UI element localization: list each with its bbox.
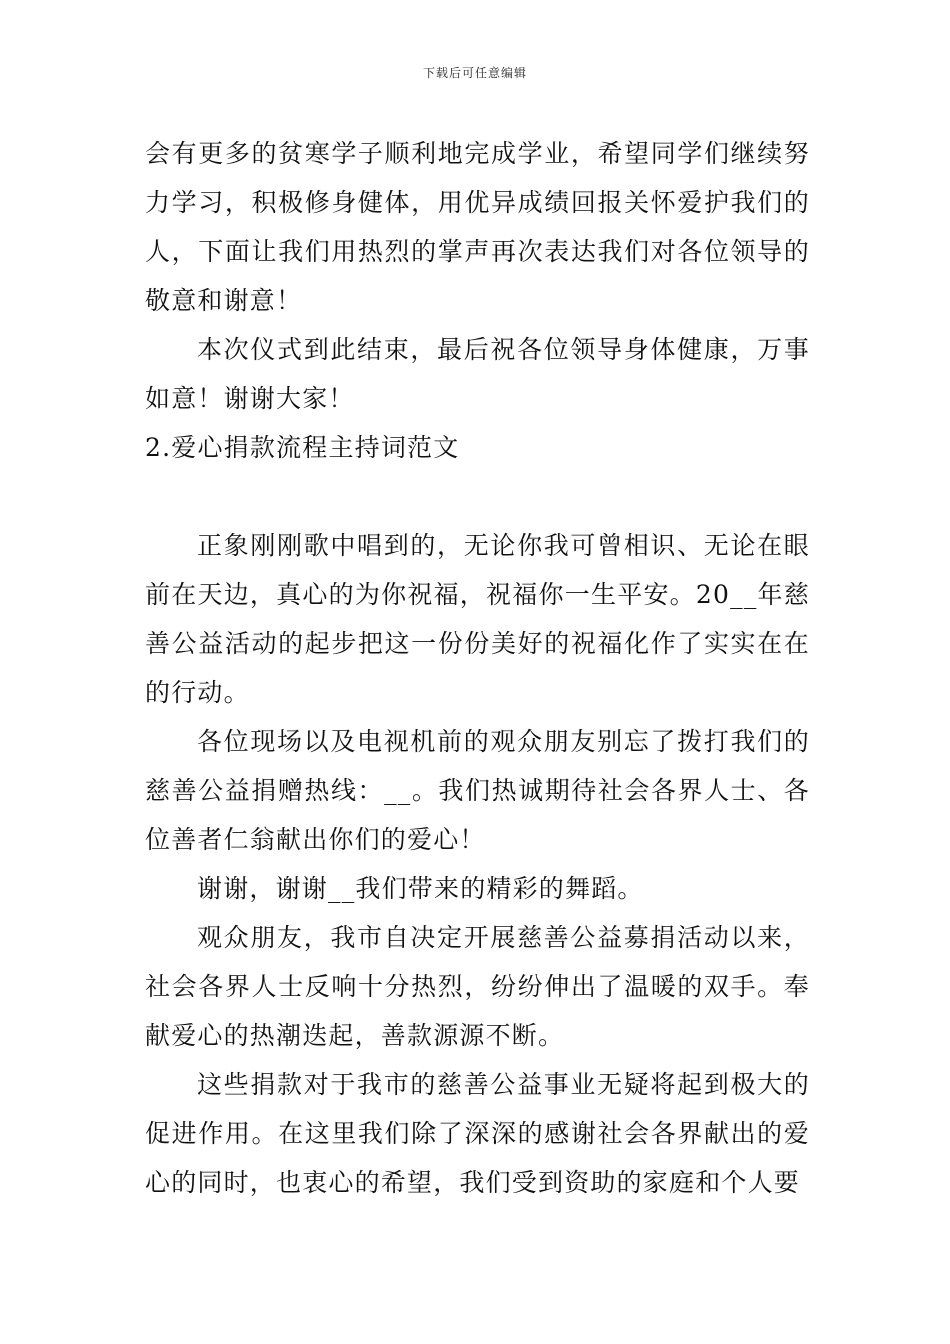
blank-line bbox=[145, 472, 810, 521]
document-body bbox=[145, 129, 810, 1207]
page-header-note: 下载后可任意编辑 bbox=[422, 66, 527, 80]
paragraph: 正象刚刚歌中唱到的，无论你我可曾相识、无论在眼前在天边，真心的为你祝福，祝福你一生平安。20__年慈善公益活动的起步把这一份份美好的祝福化作了实实在在的行动。 bbox=[145, 531, 810, 707]
paragraph: 谢谢，谢谢__我们带来的精彩的舞蹈。 bbox=[197, 874, 644, 903]
paragraph-continuation: 会有更多的贫寒学子顺利地完成学业，希望同学们继续努力学习，积极修身健体，用优异成绩回报关怀爱护我们的人，下面让我们用热烈的掌声再次表达我们对各位领导的敬意和谢意！ bbox=[145, 139, 810, 315]
paragraph: 各位现场以及电视机前的观众朋友别忘了拨打我们的慈善公益捐赠热线：__。我们热诚期待社会各界人士、各位善者仁翁献出你们的爱心！ bbox=[145, 727, 810, 854]
section-heading: 2.爱心捐款流程主持词范文 bbox=[145, 433, 460, 462]
paragraph: 这些捐款对于我市的慈善公益事业无疑将起到极大的促进作用。在这里我们除了深深的感谢社会各界献出的爱心的同时，也衷心的希望，我们受到资助的家庭和个人要 bbox=[145, 1070, 810, 1197]
paragraph-closing: 本次仪式到此结束，最后祝各位领导身体健康，万事如意！谢谢大家！ bbox=[145, 335, 810, 413]
paragraph: 观众朋友，我市自决定开展慈善公益募捐活动以来，社会各界人士反响十分热烈，纷纷伸出了温暖的双手。奉献爱心的热潮迭起，善款源源不断。 bbox=[145, 923, 810, 1050]
